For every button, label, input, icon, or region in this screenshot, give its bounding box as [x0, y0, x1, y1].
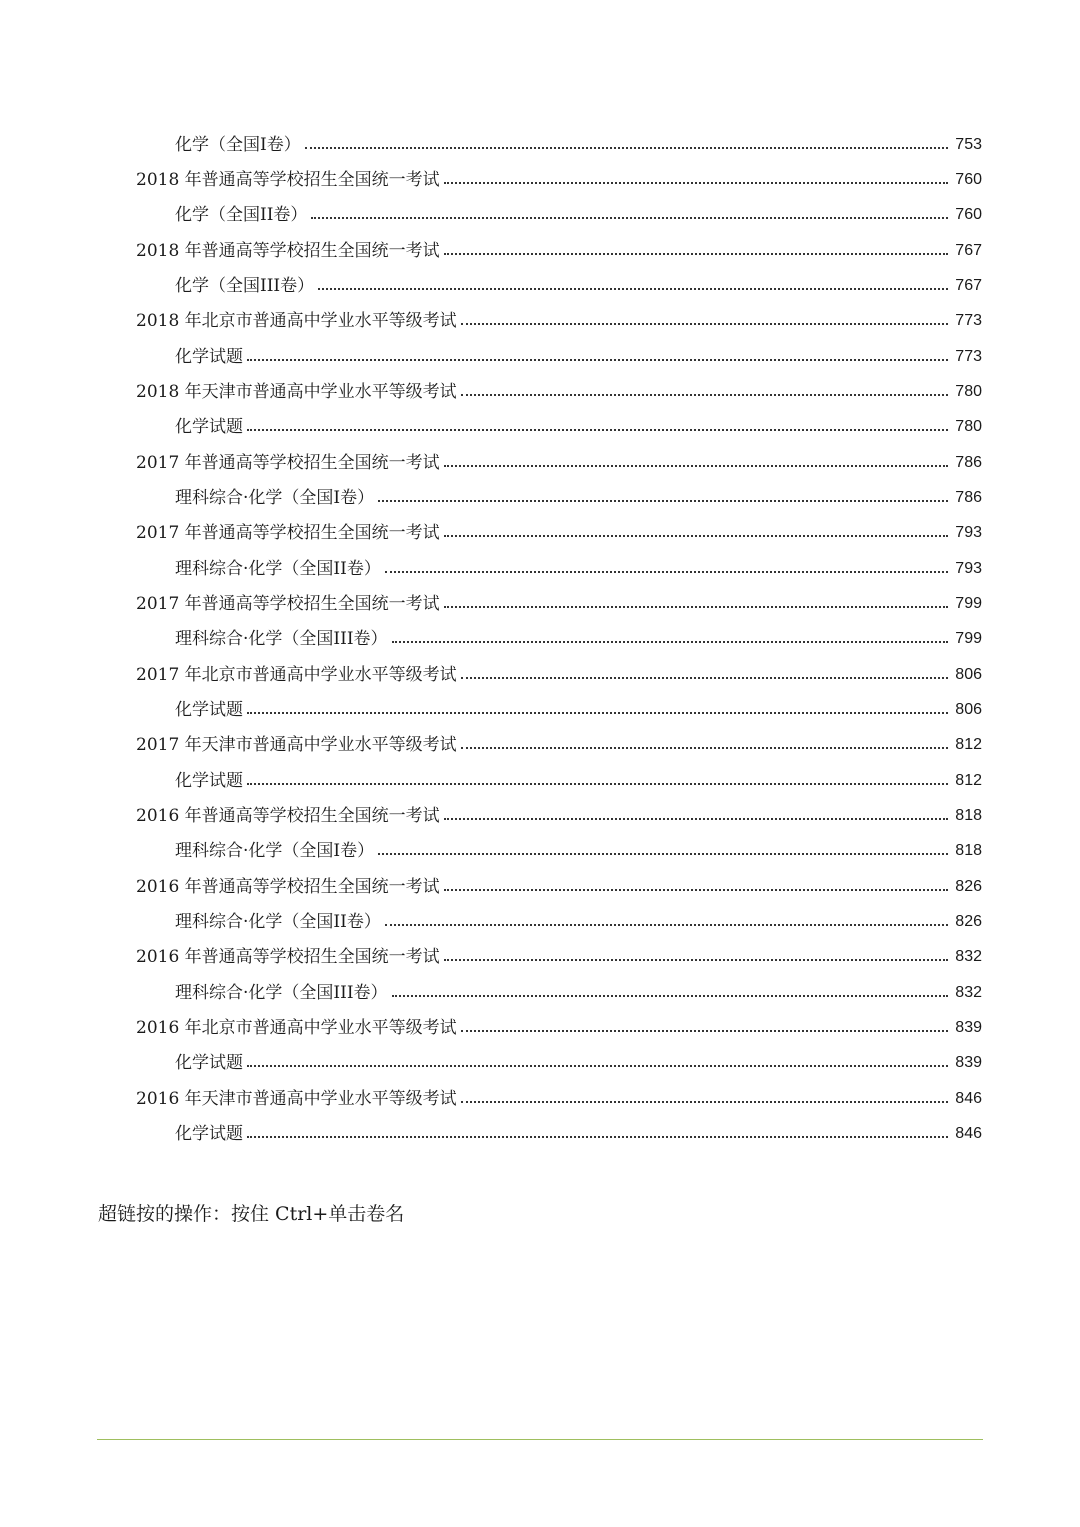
toc-entry-page-number[interactable]: 846	[955, 1089, 982, 1107]
toc-entry-page-number[interactable]: 799	[955, 594, 982, 612]
toc-entry-page-number[interactable]: 780	[955, 418, 982, 436]
toc-entry-page-number[interactable]: 767	[955, 241, 982, 259]
toc-entry[interactable]	[0, 551, 1080, 586]
toc-entry[interactable]	[0, 975, 1080, 1010]
toc-entry-page-number[interactable]: 832	[955, 983, 982, 1001]
toc-entry-page-number[interactable]: 846	[955, 1124, 982, 1142]
toc-entry-page-number[interactable]: 839	[955, 1018, 982, 1036]
toc-entry-page-number[interactable]: 773	[955, 312, 982, 330]
toc-entry[interactable]	[0, 622, 1080, 657]
toc-dot-leader	[305, 147, 948, 149]
toc-entry-page-number[interactable]: 812	[955, 736, 982, 754]
toc-dot-leader	[461, 1101, 948, 1103]
toc-entry[interactable]	[0, 233, 1080, 268]
toc-dot-leader	[444, 535, 948, 537]
toc-dot-leader	[444, 465, 948, 467]
toc-entry[interactable]	[0, 1010, 1080, 1045]
toc-entry-title[interactable]: 2018 年北京市普通高中学业水平等级考试	[136, 311, 457, 332]
toc-dot-leader	[247, 1065, 948, 1067]
toc-entry-page-number[interactable]: 818	[955, 842, 982, 860]
toc-entry-page-number[interactable]: 826	[955, 912, 982, 930]
toc-entry-title[interactable]: 化学（全国III卷）	[175, 275, 315, 296]
toc-dot-leader	[444, 606, 948, 608]
toc-entry-page-number[interactable]: 773	[955, 347, 982, 365]
toc-entry-title[interactable]: 理科综合·化学（全国II卷）	[175, 558, 381, 579]
toc-entry[interactable]	[0, 480, 1080, 515]
toc-entry[interactable]	[0, 516, 1080, 551]
toc-dot-leader	[461, 394, 948, 396]
toc-entry[interactable]	[0, 798, 1080, 833]
toc-entry-title[interactable]: 2016 年北京市普通高中学业水平等级考试	[136, 1017, 457, 1038]
toc-entry-page-number[interactable]: 832	[955, 948, 982, 966]
toc-entry-title[interactable]: 理科综合·化学（全国I卷）	[175, 841, 375, 862]
toc-dot-leader	[247, 712, 948, 714]
toc-dot-leader	[378, 500, 948, 502]
toc-entry-page-number[interactable]: 818	[955, 806, 982, 824]
toc-entry[interactable]	[0, 127, 1080, 162]
toc-dot-leader	[461, 677, 948, 679]
toc-entry[interactable]	[0, 1116, 1080, 1151]
toc-entry-title[interactable]: 2017 年北京市普通高中学业水平等级考试	[136, 664, 457, 685]
toc-dot-leader	[461, 747, 948, 749]
toc-entry-page-number[interactable]: 760	[955, 170, 982, 188]
toc-entry-page-number[interactable]: 760	[955, 206, 982, 224]
toc-entry-page-number[interactable]: 799	[955, 630, 982, 648]
toc-dot-leader	[444, 889, 948, 891]
toc-dot-leader	[444, 253, 948, 255]
toc-entry-title[interactable]: 理科综合·化学（全国I卷）	[175, 487, 375, 508]
toc-entry-title[interactable]: 2016 年普通高等学校招生全国统一考试	[136, 947, 440, 968]
toc-dot-leader	[247, 359, 948, 361]
toc-entry-title[interactable]: 化学试题	[175, 699, 243, 720]
toc-dot-leader	[378, 853, 948, 855]
toc-entry-title[interactable]: 理科综合·化学（全国III卷）	[175, 629, 388, 650]
toc-entry-title[interactable]: 化学试题	[175, 1123, 243, 1144]
toc-dot-leader	[392, 995, 948, 997]
toc-entry-page-number[interactable]: 786	[955, 453, 982, 471]
toc-entry[interactable]	[0, 1046, 1080, 1081]
toc-dot-leader	[311, 217, 948, 219]
toc-entry-page-number[interactable]: 753	[955, 135, 982, 153]
toc-entry-title[interactable]: 理科综合·化学（全国II卷）	[175, 911, 381, 932]
toc-dot-leader	[247, 1136, 948, 1138]
toc-dot-leader	[385, 924, 948, 926]
toc-entry-title[interactable]: 化学试题	[175, 770, 243, 791]
hyperlink-instruction: 超链按的操作：按住 Ctrl+单击卷名	[98, 1203, 405, 1225]
toc-entry-title[interactable]: 化学（全国I卷）	[175, 134, 301, 155]
table-of-contents	[0, 127, 1080, 1152]
toc-entry-title[interactable]: 2018 年天津市普通高中学业水平等级考试	[136, 381, 457, 402]
toc-entry[interactable]	[0, 728, 1080, 763]
toc-entry-page-number[interactable]: 780	[955, 382, 982, 400]
toc-entry-title[interactable]: 2016 年普通高等学校招生全国统一考试	[136, 876, 440, 897]
toc-dot-leader	[247, 429, 948, 431]
toc-entry[interactable]	[0, 657, 1080, 692]
toc-entry-page-number[interactable]: 806	[955, 700, 982, 718]
toc-dot-leader	[461, 323, 948, 325]
toc-entry[interactable]	[0, 198, 1080, 233]
toc-entry-title[interactable]: 化学试题	[175, 1053, 243, 1074]
toc-entry[interactable]	[0, 374, 1080, 409]
toc-entry[interactable]	[0, 692, 1080, 727]
toc-entry[interactable]	[0, 162, 1080, 197]
toc-entry-title[interactable]: 2018 年普通高等学校招生全国统一考试	[136, 169, 440, 190]
toc-entry-page-number[interactable]: 793	[955, 559, 982, 577]
toc-entry-title[interactable]: 化学试题	[175, 346, 243, 367]
toc-dot-leader	[247, 783, 948, 785]
toc-entry-title[interactable]: 化学试题	[175, 417, 243, 438]
toc-dot-leader	[444, 959, 948, 961]
toc-entry-page-number[interactable]: 767	[955, 276, 982, 294]
toc-entry-title[interactable]: 2017 年普通高等学校招生全国统一考试	[136, 523, 440, 544]
toc-entry[interactable]	[0, 410, 1080, 445]
toc-entry-page-number[interactable]: 786	[955, 488, 982, 506]
toc-entry-title[interactable]: 2016 年天津市普通高中学业水平等级考试	[136, 1088, 457, 1109]
toc-entry[interactable]	[0, 940, 1080, 975]
toc-entry[interactable]	[0, 445, 1080, 480]
toc-entry-title[interactable]: 化学（全国II卷）	[175, 205, 308, 226]
toc-dot-leader	[444, 818, 948, 820]
toc-entry-page-number[interactable]: 793	[955, 524, 982, 542]
toc-entry[interactable]	[0, 869, 1080, 904]
toc-entry-page-number[interactable]: 806	[955, 665, 982, 683]
footer-divider	[97, 1439, 983, 1440]
toc-entry-title[interactable]: 理科综合·化学（全国III卷）	[175, 982, 388, 1003]
toc-entry[interactable]	[0, 834, 1080, 869]
toc-entry-title[interactable]: 2016 年普通高等学校招生全国统一考试	[136, 805, 440, 826]
toc-dot-leader	[461, 1030, 948, 1032]
toc-entry-page-number[interactable]: 812	[955, 771, 982, 789]
toc-entry[interactable]	[0, 304, 1080, 339]
toc-entry[interactable]	[0, 268, 1080, 303]
toc-entry-page-number[interactable]: 839	[955, 1054, 982, 1072]
toc-dot-leader	[318, 288, 948, 290]
toc-entry-title[interactable]: 2018 年普通高等学校招生全国统一考试	[136, 240, 440, 261]
toc-entry[interactable]	[0, 1081, 1080, 1116]
toc-dot-leader	[444, 182, 948, 184]
toc-dot-leader	[392, 641, 948, 643]
toc-entry-title[interactable]: 2017 年普通高等学校招生全国统一考试	[136, 452, 440, 473]
toc-entry-title[interactable]: 2017 年天津市普通高中学业水平等级考试	[136, 735, 457, 756]
toc-entry[interactable]	[0, 904, 1080, 939]
toc-entry[interactable]	[0, 586, 1080, 621]
toc-entry[interactable]	[0, 763, 1080, 798]
toc-entry[interactable]	[0, 339, 1080, 374]
toc-entry-page-number[interactable]: 826	[955, 877, 982, 895]
toc-entry-title[interactable]: 2017 年普通高等学校招生全国统一考试	[136, 593, 440, 614]
toc-dot-leader	[385, 571, 948, 573]
